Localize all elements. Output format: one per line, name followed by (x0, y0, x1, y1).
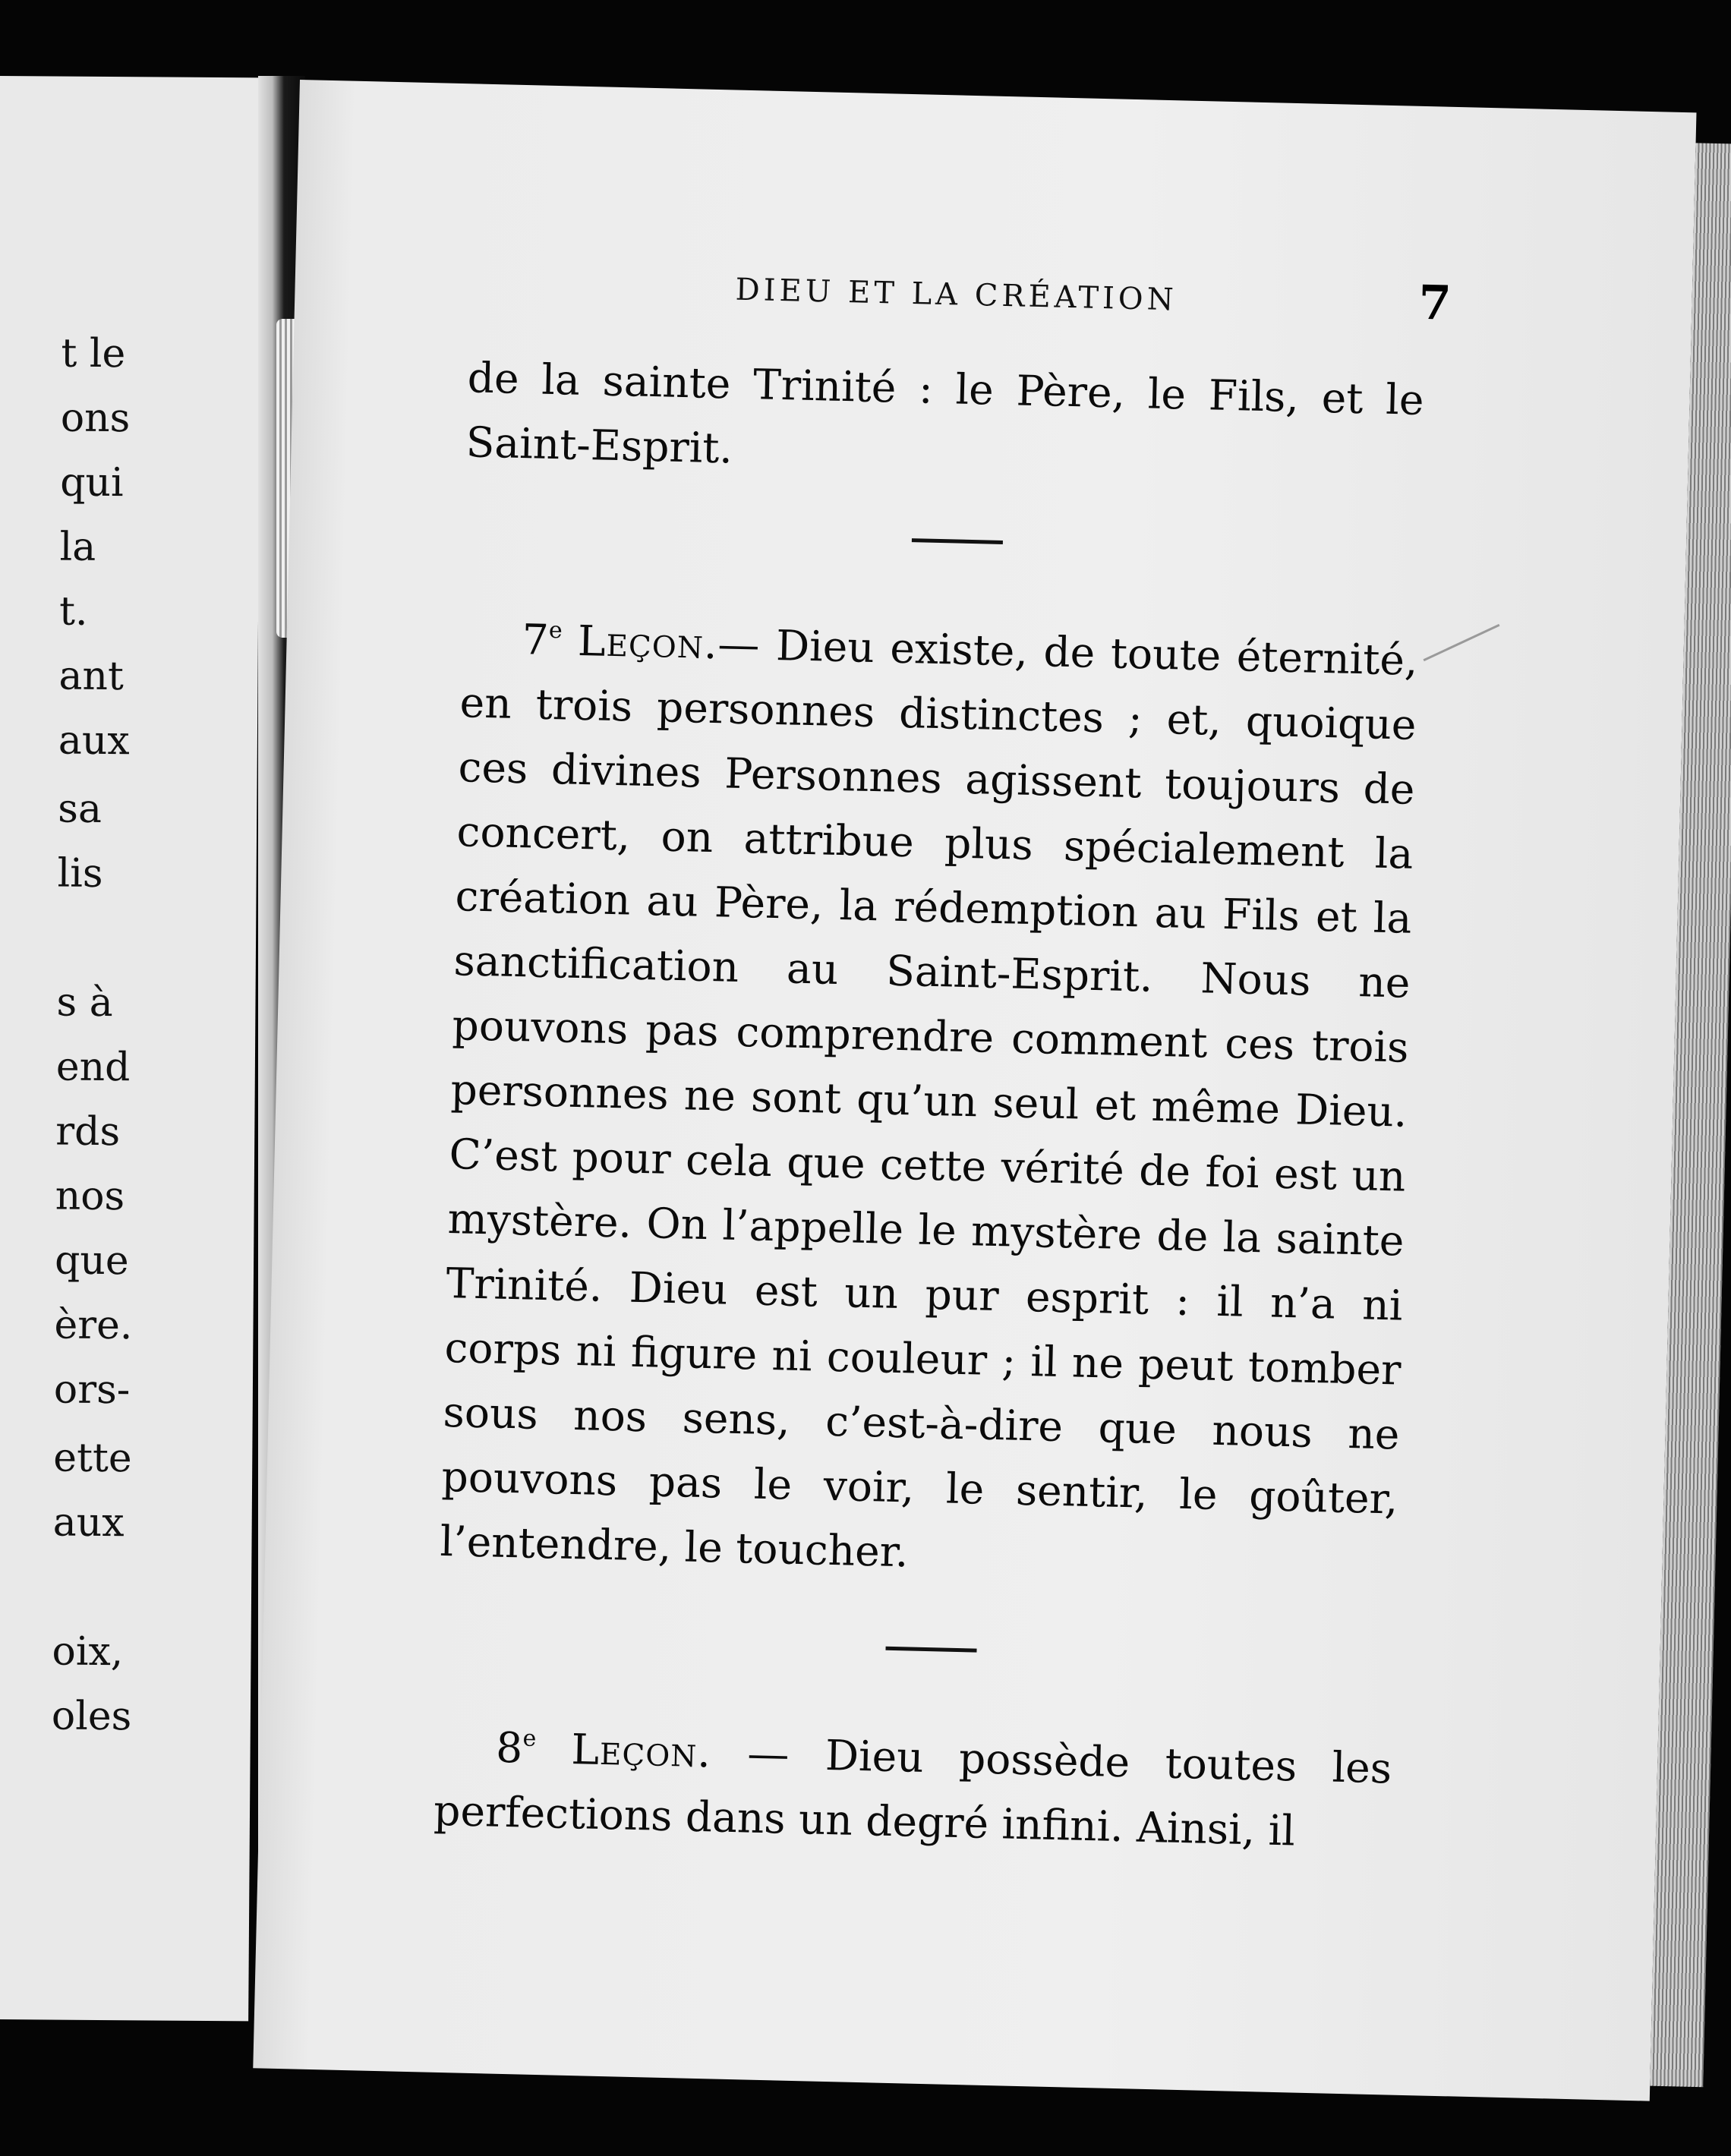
lesson-7-number: 7e (521, 615, 563, 664)
left-page-fragment: qui (60, 459, 124, 506)
right-page (253, 80, 1696, 2101)
left-page-fragment: t le (61, 330, 126, 377)
section-divider (885, 1647, 976, 1653)
lesson-7-paragraph (440, 596, 1419, 1596)
left-page-fragment: sa (58, 786, 102, 832)
left-page-fragment: aux (58, 717, 130, 764)
lesson-8-paragraph (433, 1704, 1392, 1866)
left-page-fragment: que (54, 1237, 129, 1284)
lesson-7-text: Dieu existe, de toute éternité, en trois personnes distinctes ; et, quoique ces divines Personnes agissent toujours de concert, on attribue plus spécialement la création au Père, la rédemption au Fils et la sanctification au Saint-Esprit. Nous ne pouvons pas comprendre comment ces trois personnes ne sont qu’un seul et même Dieu. C’est pour cela que cette vérité de foi est un mystère. On l’appelle le mystère de la sainte Trinité. Dieu est un pur esprit : il n’a ni corps ni figure ni couleur ; il ne peut tomber sous nos sens, c’est-à-dire que nous ne pouvons pas le voir, le sentir, le goûter, l’entendre, le toucher. (439, 620, 1419, 1577)
lesson-8-text: Dieu possède toutes les perfections dans un degré infini. Ainsi, il (433, 1730, 1392, 1855)
left-page-fragment: ère. (54, 1302, 133, 1349)
left-page-fragment: end (55, 1044, 131, 1091)
lesson-7-label: Leçon.— (577, 616, 761, 670)
lesson-8-number: 8e (495, 1723, 537, 1773)
running-head: DIEU ET LA CRÉATION (735, 272, 1178, 318)
left-page-fragment: nos (55, 1173, 125, 1220)
page-number: 7 (1417, 274, 1452, 331)
left-facing-page (0, 76, 262, 2021)
page-edge (1650, 143, 1731, 2087)
left-page-fragment: aux (52, 1499, 125, 1546)
left-page-fragment: s à (56, 979, 113, 1026)
continuation-paragraph: de la sainte Trinité : le Père, le Fils, et le Saint-Esprit. (465, 353, 1425, 473)
left-page-fragment: lis (57, 850, 103, 897)
left-page-fragment: ors- (53, 1366, 131, 1414)
left-page-fragment: la (59, 524, 96, 570)
left-page-fragment: rds (55, 1108, 121, 1155)
section-divider (912, 538, 1003, 544)
left-page-fragment: t. (58, 588, 88, 635)
left-page-fragment: ant (58, 653, 125, 700)
left-page-fragment: oles (51, 1693, 132, 1740)
left-page-fragment: ette (53, 1435, 132, 1482)
lesson-8-label: Leçon. — (570, 1725, 791, 1779)
left-page-fragment: ons (60, 395, 131, 442)
left-page-fragment: oix, (52, 1628, 124, 1675)
